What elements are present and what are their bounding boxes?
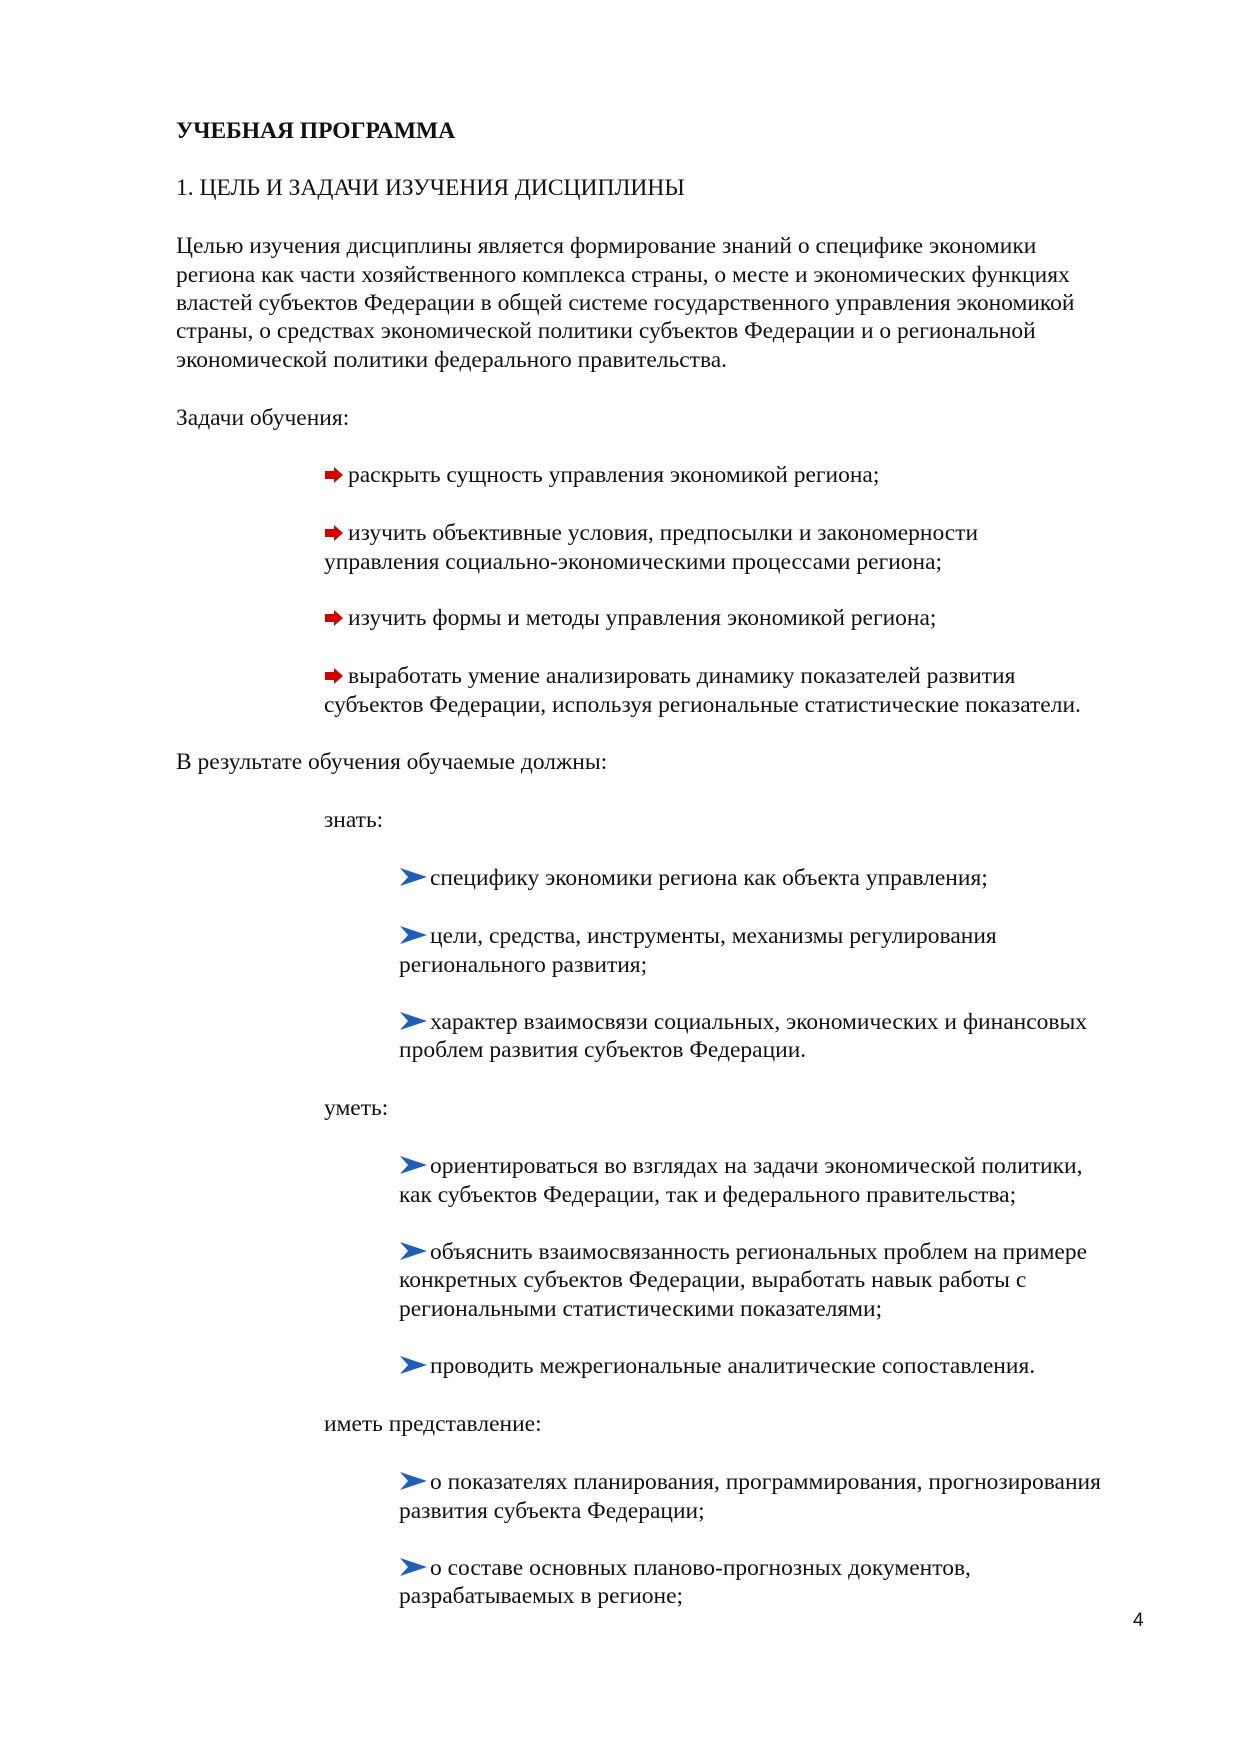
blue-chevron-icon xyxy=(399,1558,428,1576)
blue-chevron-icon xyxy=(399,1356,428,1374)
know-label: знать: xyxy=(324,807,384,833)
section-heading: 1. ЦЕЛЬ И ЗАДАЧИ ИЗУЧЕНИЯ ДИСЦИПЛИНЫ xyxy=(176,175,685,201)
task-item: изучить формы и методы управления экономикой региона; xyxy=(324,604,936,633)
page-number: 4 xyxy=(1133,1610,1144,1631)
able-item-continuation: региональными статистическими показателями; xyxy=(399,1296,883,1322)
task-item-continuation: управления социально-экономическими процессами региона; xyxy=(324,549,943,575)
blue-chevron-icon xyxy=(399,1156,428,1174)
red-arrow-icon xyxy=(324,525,344,541)
know-item: цели, средства, инструменты, механизмы регулирования xyxy=(399,922,997,951)
intro-line: страны, о средствах экономической политики субъектов Федерации и о региональной xyxy=(176,318,1036,344)
red-arrow-icon xyxy=(324,668,344,684)
able-item-continuation: конкретных субъектов Федерации, выработать навык работы с xyxy=(399,1267,1027,1293)
know-item-continuation: регионального развития; xyxy=(399,952,648,978)
idea-label: иметь представление: xyxy=(324,1411,542,1437)
intro-line: Целью изучения дисциплины является формирование знаний о специфике экономики xyxy=(176,233,1037,259)
able-item: объяснить взаимосвязанность региональных проблем на примере xyxy=(399,1238,1087,1267)
blue-chevron-icon xyxy=(399,1472,428,1490)
blue-chevron-icon xyxy=(399,1242,428,1260)
task-item-continuation: субъектов Федерации, используя региональные статистические показатели. xyxy=(324,692,1081,718)
blue-chevron-icon xyxy=(399,868,428,886)
blue-chevron-icon xyxy=(399,1012,428,1030)
able-item: ориентироваться во взглядах на задачи экономической политики, xyxy=(399,1152,1083,1181)
intro-line: властей субъектов Федерации в общей системе государственного управления экономикой xyxy=(176,290,1075,316)
idea-item: о показателях планирования, программирования, прогнозирования xyxy=(399,1468,1101,1497)
know-item: характер взаимосвязи социальных, экономических и финансовых xyxy=(399,1008,1087,1037)
document-title: УЧЕБНАЯ ПРОГРАММА xyxy=(176,118,456,144)
know-item: специфику экономики региона как объекта управления; xyxy=(399,864,988,893)
intro-line: экономической политики федерального правительства. xyxy=(176,347,728,373)
idea-item-continuation: развития субъекта Федерации; xyxy=(399,1498,705,1524)
results-label: В результате обучения обучаемые должны: xyxy=(176,749,608,775)
task-item: выработать умение анализировать динамику показателей развития xyxy=(324,662,1015,691)
able-item-continuation: как субъектов Федерации, так и федерального правительства; xyxy=(399,1182,1017,1208)
tasks-label: Задачи обучения: xyxy=(176,405,350,431)
able-item: проводить межрегиональные аналитические сопоставления. xyxy=(399,1352,1035,1381)
know-item-continuation: проблем развития субъектов Федерации. xyxy=(399,1037,807,1063)
blue-chevron-icon xyxy=(399,926,428,944)
task-item: изучить объективные условия, предпосылки и закономерности xyxy=(324,519,978,548)
red-arrow-icon xyxy=(324,467,344,483)
idea-item-continuation: разрабатываемых в регионе; xyxy=(399,1583,684,1609)
able-label: уметь: xyxy=(324,1095,389,1121)
red-arrow-icon xyxy=(324,610,344,626)
task-item: раскрыть сущность управления экономикой региона; xyxy=(324,461,879,490)
intro-line: региона как части хозяйственного комплекса страны, о месте и экономических функциях xyxy=(176,262,1070,288)
idea-item: о составе основных планово-прогнозных документов, xyxy=(399,1554,971,1583)
